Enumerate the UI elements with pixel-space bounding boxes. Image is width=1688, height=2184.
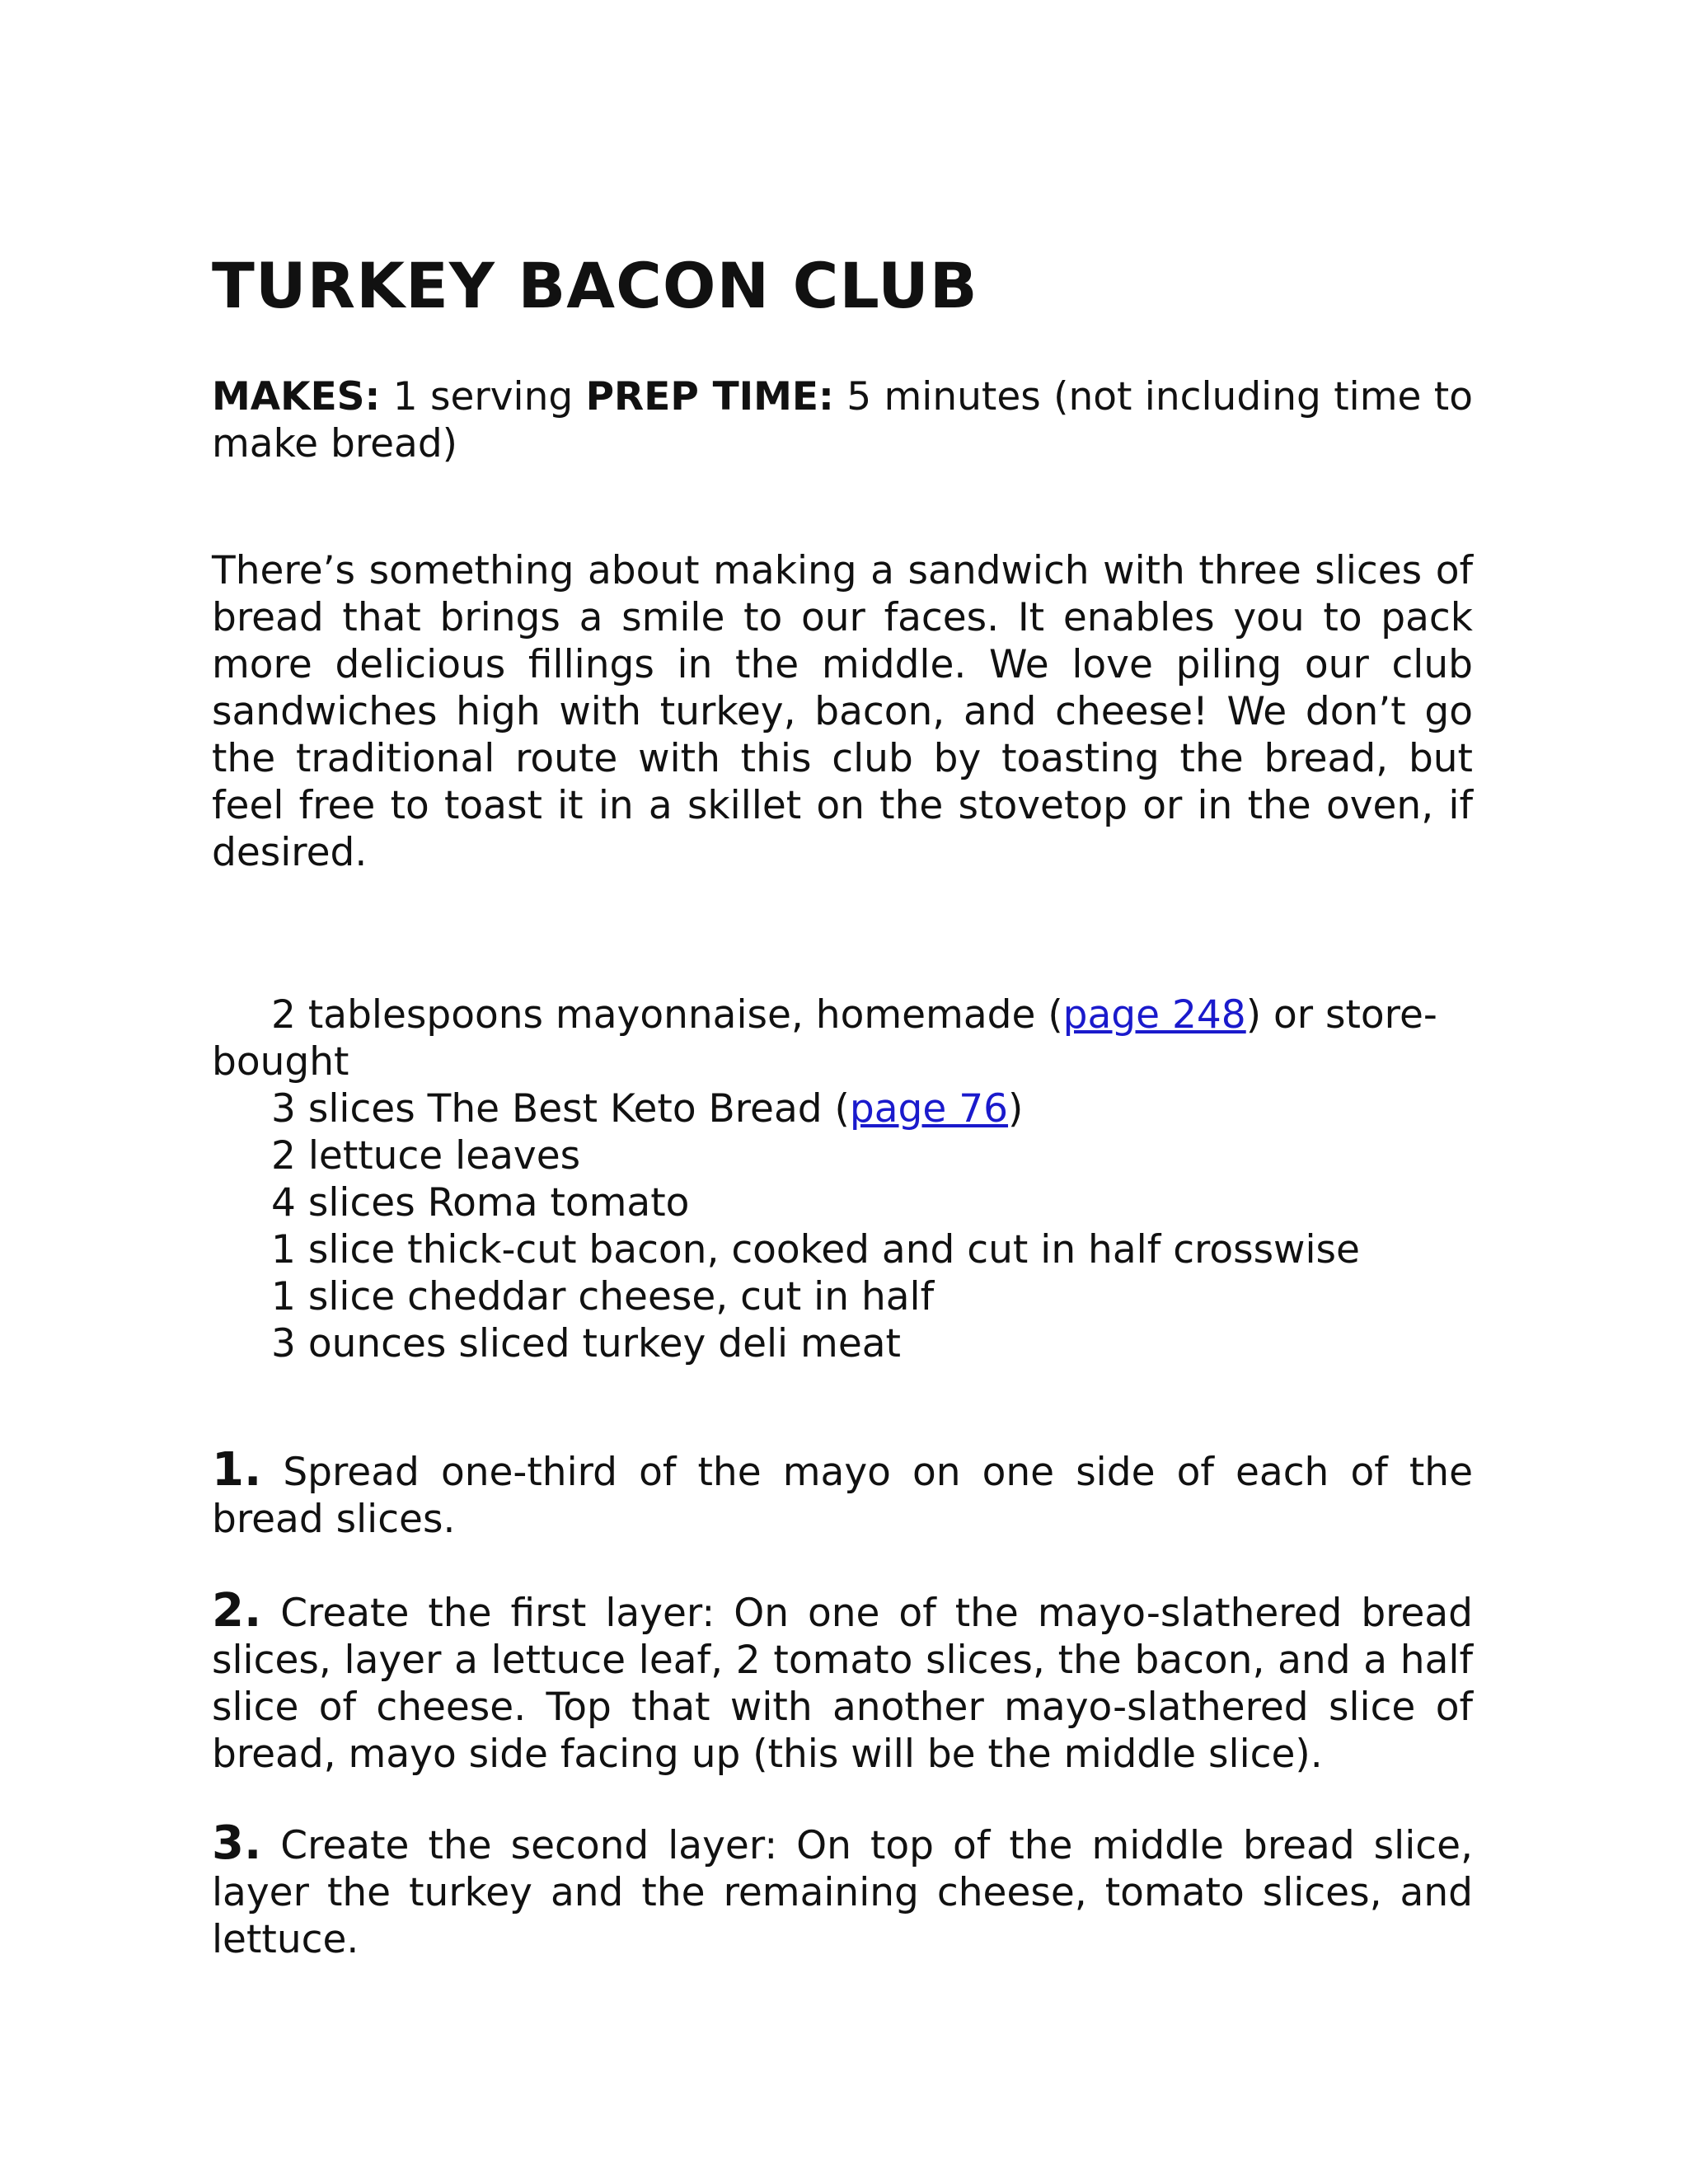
step-text: Create the first layer: On one of the mayo-slathered bread slices, layer a lettuce leaf, 2 tomato slices, the bacon, and a half slice of cheese. Top that with another mayo-slathered slice of bread, mayo side facing up (this will be the middle slice). [212, 1591, 1473, 1777]
ingredient-list [212, 991, 1473, 1367]
ingredient-text: 3 slices The Best Keto Bread ( [271, 1086, 850, 1132]
recipe-title: TURKEY BACON CLUB [212, 249, 978, 322]
instruction-step [212, 1584, 1473, 1778]
ingredient-text: 2 tablespoons mayonnaise, homemade ( [271, 992, 1063, 1038]
ingredient-text: ) [1008, 1086, 1024, 1132]
step-text: Spread one-third of the mayo on one side of each of the bread slices. [212, 1450, 1473, 1542]
ingredient-item: 4 slices Roma tomato [271, 1180, 690, 1226]
recipe-meta [212, 373, 1473, 467]
prep-time-label: PREP TIME: [585, 374, 834, 419]
makes-value: 1 serving [380, 374, 586, 419]
page-reference-link[interactable]: page 76 [849, 1086, 1009, 1132]
step-text: Create the second layer: On top of the middle bread slice, layer the turkey and the remaining cheese, tomato slices, and lettuce. [212, 1823, 1473, 1962]
makes-label: MAKES: [212, 374, 381, 419]
ingredient-item: 2 lettuce leaves [271, 1133, 581, 1179]
ingredient-item [212, 991, 1473, 1085]
ingredient-text: ) or store-bought [212, 992, 1437, 1085]
ingredient-item: 1 slice cheddar cheese, cut in half [271, 1274, 935, 1319]
prep-time-value: 5 minutes (not including time to make bread) [212, 374, 1473, 466]
page-reference-link[interactable]: page 248 [1062, 992, 1246, 1038]
ingredient-item: 1 slice thick-cut bacon, cooked and cut in half crosswise [271, 1227, 1360, 1272]
step-number: 3. [212, 1816, 262, 1870]
step-number: 2. [212, 1584, 262, 1638]
step-number: 1. [212, 1443, 262, 1497]
ingredient-item: 3 ounces sliced turkey deli meat [271, 1321, 901, 1366]
instruction-step [212, 1816, 1473, 1963]
recipe-intro: There’s something about making a sandwich with three slices of bread that brings a smile to our faces. It enables you to pack more delicious fillings in the middle. We love piling our club sandwiches high with turkey, bacon, and cheese! We don’t go the traditional route with this club by toasting the bread, but feel free to toast it in a skillet on the stovetop or in the oven, if desired. [212, 548, 1473, 875]
ingredient-item [212, 1085, 1473, 1132]
instruction-step [212, 1443, 1473, 1543]
